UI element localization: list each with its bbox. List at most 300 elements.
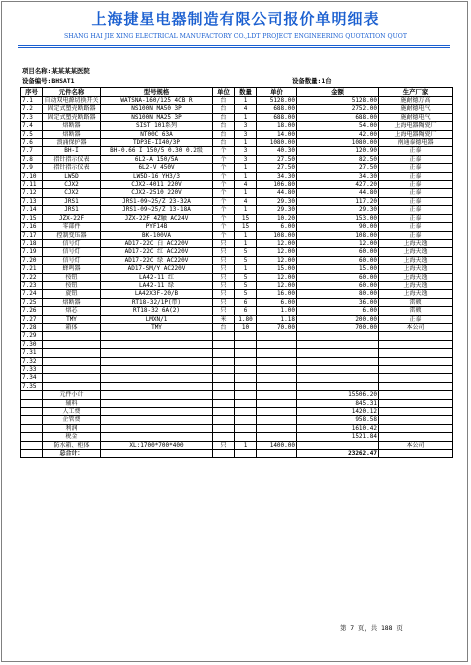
table-cell: 雷顿 bbox=[379, 298, 453, 306]
table-cell: 7.22 bbox=[21, 273, 43, 281]
table-cell bbox=[101, 340, 213, 348]
table-cell: 7.24 bbox=[21, 290, 43, 298]
table-cell bbox=[297, 332, 379, 340]
table-cell bbox=[379, 399, 453, 407]
table-cell bbox=[101, 349, 213, 357]
table-cell: LW5D bbox=[43, 172, 101, 180]
table-cell: 正泰 bbox=[379, 223, 453, 231]
table-cell bbox=[101, 450, 213, 458]
table-row bbox=[21, 105, 453, 113]
table-row bbox=[21, 172, 453, 180]
table-cell: 个 bbox=[213, 155, 235, 163]
table-cell bbox=[213, 382, 235, 390]
table-cell bbox=[21, 433, 43, 441]
table-cell: 施耐德电气 bbox=[379, 105, 453, 113]
table-cell bbox=[21, 408, 43, 416]
table-cell: 雷顿 bbox=[379, 307, 453, 315]
table-cell: 零部件 bbox=[43, 223, 101, 231]
table-cell bbox=[379, 450, 453, 458]
table-cell: 台 bbox=[213, 122, 235, 130]
table-cell: XL:1700*700*400 bbox=[101, 441, 213, 449]
table-cell: 7.9 bbox=[21, 164, 43, 172]
device-quantity: 设备数量:1台 bbox=[292, 77, 332, 85]
table-cell: 7.33 bbox=[21, 366, 43, 374]
table-cell bbox=[235, 382, 257, 390]
table-cell: 上海天逸 bbox=[379, 256, 453, 264]
table-cell bbox=[257, 399, 297, 407]
table-row bbox=[21, 382, 453, 390]
table-cell: 106.80 bbox=[257, 181, 297, 189]
table-cell: 7.2 bbox=[21, 105, 43, 113]
table-cell: 指针指示仪表 bbox=[43, 155, 101, 163]
table-cell: 7.15 bbox=[21, 214, 43, 222]
table-cell: 7.21 bbox=[21, 265, 43, 273]
table-cell: 6.00 bbox=[257, 298, 297, 306]
table-cell bbox=[379, 340, 453, 348]
table-cell: 上海天逸 bbox=[379, 248, 453, 256]
table-cell: 4 bbox=[235, 197, 257, 205]
table-cell: 人工费 bbox=[43, 408, 101, 416]
table-row bbox=[21, 147, 453, 155]
table-cell: 台 bbox=[213, 97, 235, 105]
table-cell: 1.80 bbox=[235, 315, 257, 323]
grand-total-row bbox=[21, 450, 453, 458]
table-cell: 7.23 bbox=[21, 281, 43, 289]
table-cell: 10.20 bbox=[257, 214, 297, 222]
table-cell: 23262.47 bbox=[297, 450, 379, 458]
table-cell bbox=[235, 416, 257, 424]
table-cell: 34.30 bbox=[297, 172, 379, 180]
table-cell: 54.00 bbox=[297, 122, 379, 130]
table-cell: 29.30 bbox=[257, 197, 297, 205]
table-cell bbox=[379, 357, 453, 365]
table-cell: LA42-11 红 bbox=[101, 273, 213, 281]
table-cell bbox=[379, 374, 453, 382]
table-cell bbox=[297, 357, 379, 365]
table-row bbox=[21, 197, 453, 205]
table-cell bbox=[101, 433, 213, 441]
table-cell: 1.18 bbox=[257, 315, 297, 323]
table-cell: 上海电器陶瓷厂 bbox=[379, 122, 453, 130]
table-cell: 27.50 bbox=[257, 164, 297, 172]
summary-row bbox=[21, 441, 453, 449]
table-cell bbox=[235, 408, 257, 416]
table-cell: 上海天逸 bbox=[379, 273, 453, 281]
table-cell: AD17-22C 绿 AC220V bbox=[101, 256, 213, 264]
table-cell bbox=[257, 357, 297, 365]
table-row bbox=[21, 122, 453, 130]
table-cell bbox=[213, 332, 235, 340]
table-cell bbox=[379, 424, 453, 432]
table-cell: 12.00 bbox=[257, 248, 297, 256]
table-cell: 1610.42 bbox=[297, 424, 379, 432]
table-cell: 正泰 bbox=[379, 181, 453, 189]
table-cell: 153.00 bbox=[297, 214, 379, 222]
table-cell: AD17-22C 红 AC220V bbox=[101, 248, 213, 256]
table-cell bbox=[379, 433, 453, 441]
table-row bbox=[21, 164, 453, 172]
table-cell: 个 bbox=[213, 231, 235, 239]
table-cell: 7.20 bbox=[21, 256, 43, 264]
table-row bbox=[21, 181, 453, 189]
table-cell: 40.30 bbox=[257, 147, 297, 155]
table-cell: 108.00 bbox=[257, 231, 297, 239]
table-cell: BH-0.66 I 150/5 0.30 0.2级 bbox=[101, 147, 213, 155]
table-cell: 5 bbox=[235, 290, 257, 298]
table-cell bbox=[43, 332, 101, 340]
table-cell: 本公司 bbox=[379, 323, 453, 331]
table-cell bbox=[213, 391, 235, 399]
table-cell: 个 bbox=[213, 223, 235, 231]
table-cell: 正泰 bbox=[379, 315, 453, 323]
summary-row bbox=[21, 391, 453, 399]
summary-row bbox=[21, 433, 453, 441]
table-cell: 只 bbox=[213, 290, 235, 298]
table-cell bbox=[379, 366, 453, 374]
table-cell bbox=[43, 340, 101, 348]
table-cell: NT00C 63A bbox=[101, 130, 213, 138]
table-cell bbox=[213, 433, 235, 441]
table-cell bbox=[257, 374, 297, 382]
table-cell: JRS1-09~25/Z 23-32A bbox=[101, 197, 213, 205]
table-cell bbox=[235, 399, 257, 407]
table-cell bbox=[379, 382, 453, 390]
table-cell bbox=[379, 408, 453, 416]
table-cell: 1 bbox=[235, 231, 257, 239]
table-cell: 7.8 bbox=[21, 155, 43, 163]
table-cell: 1 bbox=[235, 164, 257, 172]
table-cell: TDP3E-II40/3P bbox=[101, 139, 213, 147]
table-cell: LA42-11 绿 bbox=[101, 281, 213, 289]
table-cell: 4 bbox=[235, 181, 257, 189]
table-cell bbox=[379, 416, 453, 424]
table-cell bbox=[235, 349, 257, 357]
table-cell: 正泰 bbox=[379, 155, 453, 163]
table-cell: 1400.00 bbox=[257, 441, 297, 449]
table-cell bbox=[101, 391, 213, 399]
table-cell bbox=[43, 349, 101, 357]
table-cell: 7.12 bbox=[21, 189, 43, 197]
table-row bbox=[21, 315, 453, 323]
page-number: 第 7 页，共 188 页 bbox=[340, 624, 403, 632]
table-cell: 700.00 bbox=[297, 323, 379, 331]
table-cell bbox=[235, 332, 257, 340]
table-row bbox=[21, 290, 453, 298]
table-cell: TMY bbox=[43, 315, 101, 323]
table-row bbox=[21, 265, 453, 273]
summary-row bbox=[21, 408, 453, 416]
table-cell: 7.31 bbox=[21, 349, 43, 357]
table-row bbox=[21, 374, 453, 382]
table-cell: 117.20 bbox=[297, 197, 379, 205]
table-cell: 上海天逸 bbox=[379, 290, 453, 298]
table-cell: 2752.00 bbox=[297, 105, 379, 113]
table-cell bbox=[101, 382, 213, 390]
column-header: 单位 bbox=[213, 88, 235, 97]
table-cell: CJX2-2510 220V bbox=[101, 189, 213, 197]
table-cell: 12.00 bbox=[257, 273, 297, 281]
table-cell bbox=[101, 357, 213, 365]
table-cell: 6 bbox=[235, 298, 257, 306]
table-cell bbox=[101, 366, 213, 374]
table-cell bbox=[101, 374, 213, 382]
table-cell: 旋钮 bbox=[43, 290, 101, 298]
table-cell: 29.30 bbox=[297, 206, 379, 214]
table-row bbox=[21, 206, 453, 214]
table-cell: 7.32 bbox=[21, 357, 43, 365]
table-cell: 个 bbox=[213, 147, 235, 155]
table-cell bbox=[257, 424, 297, 432]
table-cell bbox=[21, 399, 43, 407]
table-cell: 5128.00 bbox=[297, 97, 379, 105]
table-cell: 防水箱、柜体 bbox=[43, 441, 101, 449]
table-cell: 固定式塑壳断路器 bbox=[43, 113, 101, 121]
table-cell: 15 bbox=[235, 214, 257, 222]
table-row bbox=[21, 340, 453, 348]
table-cell: 正泰 bbox=[379, 172, 453, 180]
table-cell bbox=[43, 366, 101, 374]
table-cell: 7.34 bbox=[21, 374, 43, 382]
table-cell: 44.80 bbox=[297, 189, 379, 197]
table-cell: 60.00 bbox=[297, 281, 379, 289]
table-cell bbox=[21, 441, 43, 449]
table-cell: 7.10 bbox=[21, 172, 43, 180]
table-cell bbox=[213, 450, 235, 458]
table-cell bbox=[297, 374, 379, 382]
table-row bbox=[21, 239, 453, 247]
table-cell: 7.27 bbox=[21, 315, 43, 323]
table-cell: 1 bbox=[235, 239, 257, 247]
table-cell bbox=[257, 382, 297, 390]
table-cell: 本公司 bbox=[379, 441, 453, 449]
table-cell: 总合计： bbox=[43, 450, 101, 458]
table-cell: 个 bbox=[213, 172, 235, 180]
table-cell: 1 bbox=[235, 265, 257, 273]
table-cell: JRS1 bbox=[43, 197, 101, 205]
table-cell: 7.3 bbox=[21, 113, 43, 121]
table-cell bbox=[379, 391, 453, 399]
table-row bbox=[21, 332, 453, 340]
table-cell: 3 bbox=[235, 155, 257, 163]
table-cell: BK-100VA bbox=[101, 231, 213, 239]
table-cell: 60.00 bbox=[297, 273, 379, 281]
table-cell: JRS1 bbox=[43, 206, 101, 214]
table-cell bbox=[101, 416, 213, 424]
table-cell bbox=[257, 366, 297, 374]
table-cell: TMY bbox=[101, 323, 213, 331]
table-cell: 1080.00 bbox=[257, 139, 297, 147]
table-row bbox=[21, 281, 453, 289]
table-cell: 熔芯 bbox=[43, 307, 101, 315]
table-cell: 15506.20 bbox=[297, 391, 379, 399]
table-cell: 688.00 bbox=[257, 113, 297, 121]
table-cell: 台 bbox=[213, 105, 235, 113]
table-cell: 个 bbox=[213, 189, 235, 197]
table-cell bbox=[213, 340, 235, 348]
table-cell bbox=[21, 391, 43, 399]
table-cell: 1 bbox=[235, 206, 257, 214]
table-cell: 辅料 bbox=[43, 399, 101, 407]
table-cell: 1 bbox=[235, 113, 257, 121]
table-cell: 18.00 bbox=[257, 122, 297, 130]
table-cell bbox=[235, 391, 257, 399]
table-cell bbox=[101, 399, 213, 407]
table-cell: 1 bbox=[235, 97, 257, 105]
table-cell bbox=[101, 424, 213, 432]
table-cell: 7.29 bbox=[21, 332, 43, 340]
table-cell bbox=[21, 450, 43, 458]
table-cell: 7.14 bbox=[21, 206, 43, 214]
table-cell: 5 bbox=[235, 281, 257, 289]
table-cell: 只 bbox=[213, 265, 235, 273]
table-cell: 只 bbox=[213, 281, 235, 289]
table-cell: 正泰 bbox=[379, 164, 453, 172]
table-cell: 5 bbox=[235, 273, 257, 281]
table-cell: 200.00 bbox=[297, 315, 379, 323]
table-cell: 南通泰德电器 bbox=[379, 139, 453, 147]
table-cell bbox=[213, 374, 235, 382]
document-subtitle: SHANG HAI JIE XING ELECTRICAL MANUFACTORY CO.,LDT PROJECT ENGINEERING QUOTATION QUOT bbox=[63, 33, 408, 40]
table-cell: 6 bbox=[235, 307, 257, 315]
table-cell: 米 bbox=[213, 315, 235, 323]
table-cell: CJX2 bbox=[43, 181, 101, 189]
table-cell: 688.00 bbox=[257, 105, 297, 113]
table-cell: 指针指示仪表 bbox=[43, 164, 101, 172]
table-cell bbox=[297, 366, 379, 374]
table-cell: 1 bbox=[235, 441, 257, 449]
table-cell bbox=[21, 424, 43, 432]
table-cell: 蜂鸣器 bbox=[43, 265, 101, 273]
table-cell: 34.30 bbox=[257, 172, 297, 180]
table-row bbox=[21, 130, 453, 138]
table-cell bbox=[235, 450, 257, 458]
table-cell: 自动双电源切换开关 bbox=[44, 97, 99, 104]
table-cell: 3 bbox=[235, 130, 257, 138]
table-cell: 16.00 bbox=[257, 290, 297, 298]
summary-row bbox=[21, 416, 453, 424]
table-cell bbox=[297, 349, 379, 357]
table-cell: 27.50 bbox=[257, 155, 297, 163]
table-row bbox=[21, 256, 453, 264]
table-cell: 5 bbox=[235, 256, 257, 264]
table-cell bbox=[101, 408, 213, 416]
table-cell bbox=[257, 433, 297, 441]
table-cell: 只 bbox=[213, 256, 235, 264]
table-cell: WATSNA-160/125 4CB R bbox=[101, 97, 213, 105]
table-cell: 按钮 bbox=[43, 281, 101, 289]
table-cell bbox=[235, 433, 257, 441]
table-row bbox=[21, 214, 453, 222]
table-cell: JZX-22F 4Z触 AC24V bbox=[101, 214, 213, 222]
table-cell: LMXN/1 bbox=[101, 315, 213, 323]
table-cell: 12.00 bbox=[257, 281, 297, 289]
table-cell: 个 bbox=[213, 214, 235, 222]
table-cell: 108.00 bbox=[297, 231, 379, 239]
table-cell: BH-I bbox=[43, 147, 101, 155]
table-cell: 只 bbox=[213, 441, 235, 449]
table-cell: 7.1 bbox=[21, 97, 43, 105]
table-cell: 7.11 bbox=[21, 181, 43, 189]
table-cell: 80.00 bbox=[297, 290, 379, 298]
table-cell: 7.16 bbox=[21, 223, 43, 231]
table-cell: 15.00 bbox=[257, 265, 297, 273]
table-cell: 正泰 bbox=[379, 189, 453, 197]
table-cell: 正泰 bbox=[379, 206, 453, 214]
table-cell: 7.28 bbox=[21, 323, 43, 331]
table-cell bbox=[213, 349, 235, 357]
table-cell: 427.20 bbox=[297, 181, 379, 189]
table-cell bbox=[213, 424, 235, 432]
project-name: 项目名称:某某某某医院 bbox=[22, 67, 90, 75]
table-cell: 控制变压器 bbox=[43, 231, 101, 239]
table-cell: 6L2-V 450V bbox=[101, 164, 213, 172]
column-header: 序号 bbox=[21, 88, 43, 97]
table-cell bbox=[257, 416, 297, 424]
table-cell: 4 bbox=[235, 105, 257, 113]
table-body bbox=[21, 97, 453, 458]
header-rule bbox=[18, 47, 450, 48]
device-number: 设备编号:BHSAT1 bbox=[22, 77, 75, 85]
table-cell: 60.00 bbox=[297, 256, 379, 264]
table-cell: 浪涌保护器 bbox=[43, 139, 101, 147]
table-cell: 个 bbox=[213, 206, 235, 214]
table-row bbox=[21, 307, 453, 315]
table-cell: 利润 bbox=[43, 424, 101, 432]
table-cell: 27.50 bbox=[297, 164, 379, 172]
table-cell: 只 bbox=[213, 307, 235, 315]
table-cell: 1420.12 bbox=[297, 408, 379, 416]
table-cell: 只 bbox=[213, 248, 235, 256]
column-header: 单价 bbox=[257, 88, 297, 97]
table-cell: 7.30 bbox=[21, 340, 43, 348]
table-cell: 台 bbox=[213, 139, 235, 147]
column-header: 生产厂家 bbox=[379, 88, 453, 97]
table-cell: 15.00 bbox=[297, 265, 379, 273]
table-cell bbox=[257, 340, 297, 348]
table-cell: 12.00 bbox=[257, 256, 297, 264]
table-cell: 42.00 bbox=[297, 130, 379, 138]
table-cell: 施耐德万高 bbox=[379, 97, 453, 105]
table-cell: CJX2 bbox=[43, 189, 101, 197]
document-title: 上海捷星电器制造有限公司报价单明细表 bbox=[91, 10, 380, 28]
table-cell: RT18-32 6A(2) bbox=[101, 307, 213, 315]
table-cell bbox=[235, 374, 257, 382]
table-cell bbox=[257, 391, 297, 399]
table-cell: 7.17 bbox=[21, 231, 43, 239]
table-row bbox=[21, 223, 453, 231]
table-cell: JRS1-09~25/Z 13-18A bbox=[101, 206, 213, 214]
table-cell: 熔断器 bbox=[43, 122, 101, 130]
table-cell: 个 bbox=[213, 181, 235, 189]
table-row bbox=[21, 113, 453, 121]
column-header: 元件名称 bbox=[43, 88, 101, 97]
table-cell: JZX-22F bbox=[43, 214, 101, 222]
table-cell: 信号灯 bbox=[43, 256, 101, 264]
table-cell: 上海天逸 bbox=[379, 265, 453, 273]
table-cell: 熔断器 bbox=[43, 298, 101, 306]
table-header-row bbox=[21, 88, 453, 97]
column-header: 型号规格 bbox=[101, 88, 213, 97]
table-cell: 958.58 bbox=[297, 416, 379, 424]
table-cell: 正泰 bbox=[379, 147, 453, 155]
table-cell: 只 bbox=[213, 298, 235, 306]
table-cell: 1.00 bbox=[257, 307, 297, 315]
table-cell: 5 bbox=[235, 248, 257, 256]
table-cell bbox=[297, 441, 379, 449]
table-cell bbox=[257, 450, 297, 458]
table-cell: 上海天逸 bbox=[379, 281, 453, 289]
table-cell: 企管费 bbox=[43, 416, 101, 424]
